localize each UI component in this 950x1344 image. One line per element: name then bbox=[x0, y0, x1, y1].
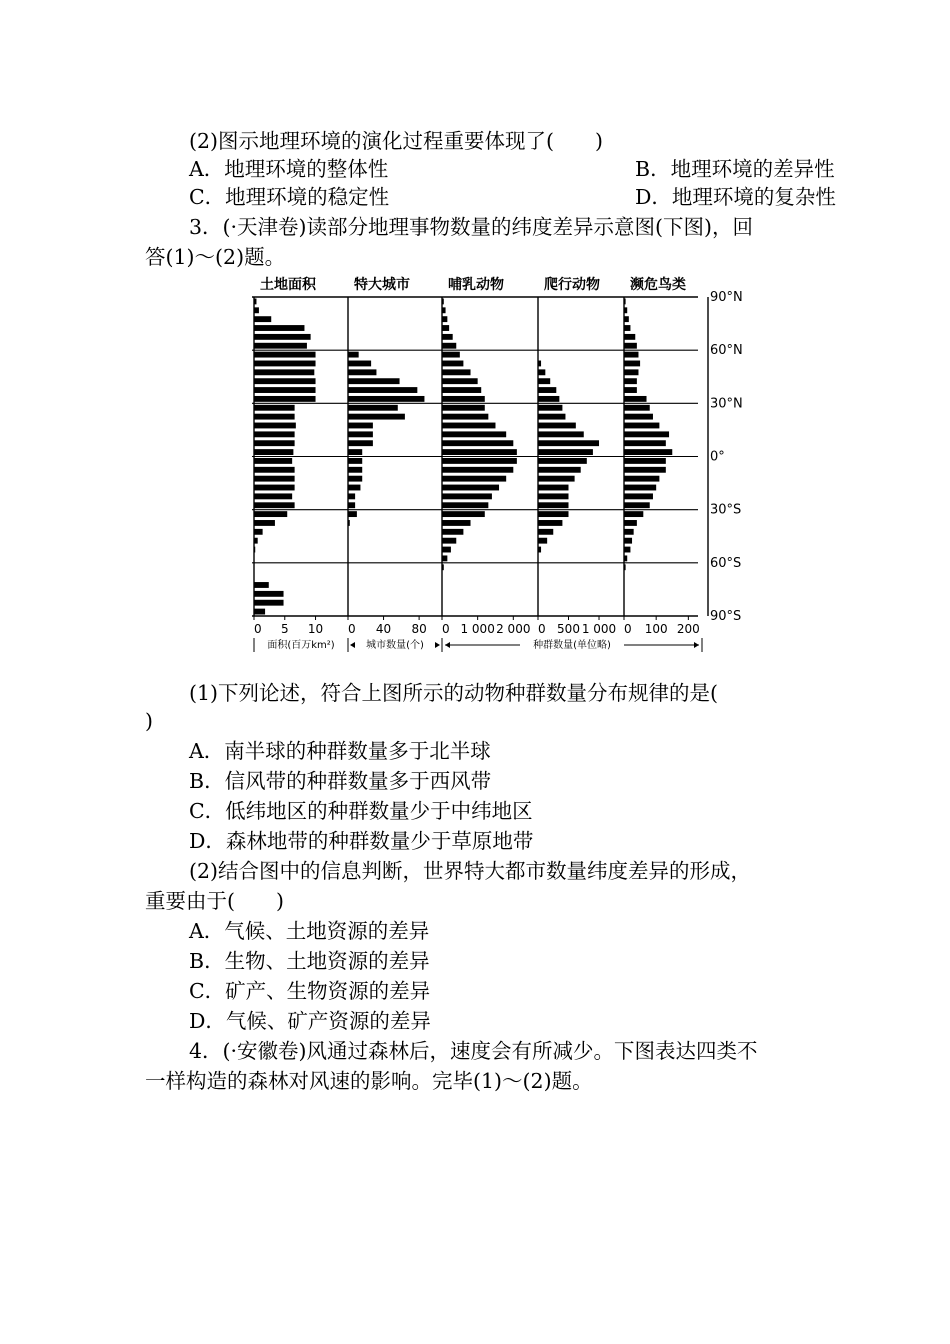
bar bbox=[254, 387, 316, 393]
latitude-labels bbox=[710, 290, 743, 624]
bar bbox=[254, 414, 295, 420]
bar bbox=[254, 307, 259, 313]
bar bbox=[442, 520, 471, 526]
tick-label: 100 bbox=[644, 622, 668, 636]
bar bbox=[442, 378, 478, 384]
bar bbox=[348, 361, 371, 367]
bar bbox=[442, 449, 517, 455]
bar bbox=[624, 325, 630, 331]
bar bbox=[254, 502, 295, 508]
bar bbox=[624, 449, 672, 455]
bar bbox=[442, 307, 446, 313]
bar bbox=[254, 511, 287, 517]
caption-area: 面积(百万km²) bbox=[267, 640, 335, 651]
bar bbox=[624, 361, 640, 367]
bar bbox=[624, 458, 666, 464]
bar bbox=[538, 538, 547, 544]
panel-title: 特大城市 bbox=[354, 277, 410, 293]
tick-label: 5 bbox=[280, 622, 289, 636]
bar bbox=[254, 378, 316, 384]
bar bbox=[442, 511, 485, 517]
bar bbox=[348, 485, 360, 491]
bar bbox=[442, 476, 506, 482]
bar bbox=[348, 405, 398, 411]
q4-intro-line-2: 一样构造的森林对风速的影响。完毕(1)～(2)题。 bbox=[145, 1069, 593, 1093]
bar bbox=[348, 458, 362, 464]
bar bbox=[538, 529, 553, 535]
bar bbox=[254, 299, 256, 305]
bar bbox=[348, 467, 362, 473]
bar bbox=[442, 414, 488, 420]
bar bbox=[254, 591, 284, 597]
q3-sub1-option-a: A．南半球的种群数量多于北半球 bbox=[189, 739, 491, 763]
bar bbox=[624, 529, 634, 535]
bar bbox=[538, 405, 562, 411]
q3-sub2-stem-line-1: (2)结合图中的信息判断，世界特大都市数量纬度差异的形成， bbox=[189, 859, 752, 883]
bar bbox=[538, 485, 569, 491]
bar bbox=[254, 467, 295, 473]
bar bbox=[254, 325, 304, 331]
axis-captions bbox=[254, 638, 702, 652]
bar bbox=[254, 609, 265, 615]
q3-sub1-option-b: B．信风带的种群数量多于西风带 bbox=[189, 769, 492, 793]
tick-label: 2 000 bbox=[496, 622, 531, 636]
q2-option-c: C．地理环境的稳定性 bbox=[189, 185, 390, 209]
latitude-label: 30°N bbox=[710, 396, 743, 412]
tick-label: 0 bbox=[254, 622, 262, 636]
bar bbox=[442, 325, 449, 331]
bar bbox=[624, 378, 637, 384]
bar bbox=[442, 431, 506, 437]
q2-option-a: A．地理环境的整体性 bbox=[189, 157, 389, 181]
q2-option-row-1 bbox=[189, 156, 835, 182]
bar bbox=[538, 414, 565, 420]
caption-cities: 城市数量(个) bbox=[366, 640, 424, 651]
bar bbox=[348, 449, 362, 455]
bar bbox=[254, 449, 293, 455]
bar bbox=[254, 369, 314, 375]
tick-label: 0 bbox=[538, 622, 546, 636]
panel-title: 土地面积 bbox=[260, 277, 316, 293]
bar bbox=[538, 520, 562, 526]
latitude-label: 90°S bbox=[710, 609, 742, 624]
bar bbox=[254, 458, 292, 464]
bar bbox=[442, 423, 495, 429]
bar bbox=[624, 440, 666, 446]
bar bbox=[442, 485, 499, 491]
bar bbox=[624, 476, 659, 482]
q3-sub2-option-d: D．气候、矿产资源的差异 bbox=[189, 1009, 431, 1033]
bar bbox=[538, 361, 541, 367]
bar bbox=[624, 547, 630, 553]
bar bbox=[442, 555, 447, 561]
latitude-distribution-chart bbox=[240, 272, 760, 664]
bar bbox=[442, 343, 456, 349]
bar bbox=[254, 538, 258, 544]
bar bbox=[442, 361, 463, 367]
bar bbox=[254, 361, 316, 367]
bar bbox=[348, 414, 405, 420]
bar bbox=[624, 369, 638, 375]
latitude-label: 0° bbox=[710, 449, 725, 465]
bar bbox=[442, 352, 460, 358]
bar bbox=[538, 547, 541, 553]
bar bbox=[624, 511, 643, 517]
latitude-label: 60°N bbox=[710, 343, 743, 359]
bar bbox=[442, 405, 485, 411]
q2-option-row-2 bbox=[189, 184, 836, 210]
bar bbox=[442, 502, 488, 508]
tick-label: 0 bbox=[442, 622, 450, 636]
bar bbox=[442, 334, 453, 340]
bar bbox=[624, 520, 637, 526]
bar bbox=[254, 334, 311, 340]
bar bbox=[538, 467, 581, 473]
bar bbox=[624, 299, 626, 305]
latitude-label: 30°S bbox=[710, 502, 742, 518]
q2-stem: (2)图示地理环境的演化过程重要体现了( ) bbox=[189, 129, 604, 153]
tick-label: 0 bbox=[624, 622, 632, 636]
bar bbox=[624, 467, 666, 473]
bar bbox=[538, 378, 550, 384]
q3-sub2-option-a: A．气候、土地资源的差异 bbox=[189, 919, 430, 943]
tick-label: 80 bbox=[411, 622, 427, 636]
q3-intro-line-1: 3．(·天津卷)读部分地理事物数量的纬度差异示意图(下图)，回 bbox=[189, 215, 754, 239]
panel-title: 哺乳动物 bbox=[448, 277, 504, 293]
bar bbox=[624, 555, 627, 561]
bar bbox=[348, 369, 376, 375]
bar bbox=[254, 405, 295, 411]
q3-sub1-stem-line-2: ) bbox=[145, 709, 153, 733]
tick-label: 10 bbox=[307, 622, 324, 636]
bar bbox=[254, 547, 255, 553]
caption-arrow bbox=[350, 642, 355, 648]
bar bbox=[442, 369, 471, 375]
bar bbox=[538, 493, 569, 499]
bar bbox=[348, 502, 355, 508]
bar bbox=[442, 396, 485, 402]
q2-option-b: B．地理环境的差异性 bbox=[635, 157, 835, 181]
bar bbox=[254, 440, 295, 446]
caption-species: 种群数量(单位略) bbox=[533, 640, 611, 651]
bar bbox=[254, 396, 316, 402]
bar bbox=[442, 564, 444, 570]
bar bbox=[254, 431, 295, 437]
bar bbox=[624, 485, 656, 491]
bar bbox=[254, 600, 284, 606]
bar bbox=[348, 378, 400, 384]
bar bbox=[348, 387, 417, 393]
bar bbox=[624, 307, 627, 313]
bar bbox=[624, 502, 650, 508]
bar bbox=[624, 431, 669, 437]
bar bbox=[538, 449, 593, 455]
bar bbox=[254, 316, 271, 322]
bar bbox=[348, 423, 373, 429]
bar bbox=[348, 511, 357, 517]
bar bbox=[254, 582, 269, 588]
caption-arrow bbox=[445, 642, 450, 648]
tick-label: 500 bbox=[557, 622, 580, 636]
bar bbox=[538, 458, 587, 464]
bar bbox=[538, 396, 559, 402]
bar bbox=[538, 369, 545, 375]
bar bbox=[348, 352, 359, 358]
bar bbox=[538, 511, 569, 517]
q3-sub1-option-d: D．森林地带的种群数量少于草原地带 bbox=[189, 829, 534, 853]
bar bbox=[538, 502, 569, 508]
caption-arrow bbox=[435, 642, 440, 648]
panel-title: 爬行动物 bbox=[544, 277, 600, 293]
bar bbox=[254, 423, 296, 429]
bar bbox=[348, 476, 362, 482]
panel-title: 濒危鸟类 bbox=[630, 277, 686, 293]
bar bbox=[442, 493, 492, 499]
bar bbox=[254, 476, 295, 482]
bar bbox=[538, 440, 599, 446]
bar bbox=[442, 547, 451, 553]
tick-label: 1 000 bbox=[460, 622, 495, 636]
bar bbox=[624, 396, 647, 402]
bar bbox=[624, 387, 637, 393]
bar bbox=[624, 334, 635, 340]
bar bbox=[442, 467, 513, 473]
bar bbox=[624, 405, 650, 411]
bar bbox=[538, 431, 584, 437]
q2-option-d: D．地理环境的复杂性 bbox=[635, 185, 836, 209]
bar bbox=[624, 423, 659, 429]
bar bbox=[624, 493, 653, 499]
bar bbox=[624, 414, 653, 420]
bar bbox=[442, 538, 456, 544]
bar bbox=[348, 493, 355, 499]
tick-label: 1 000 bbox=[581, 622, 617, 636]
bar bbox=[624, 564, 626, 570]
q3-sub2-option-b: B．生物、土地资源的差异 bbox=[189, 949, 430, 973]
bar bbox=[348, 520, 350, 526]
bar bbox=[624, 352, 638, 358]
bar bbox=[624, 316, 629, 322]
bar bbox=[254, 493, 292, 499]
bar bbox=[348, 396, 424, 402]
tick-label: 0 bbox=[348, 622, 356, 636]
bar bbox=[538, 476, 575, 482]
q4-intro-line-1: 4．(·安徽卷)风通过森林后，速度会有所减少。下图表达四类不 bbox=[189, 1039, 758, 1063]
q3-sub2-option-c: C．矿产、生物资源的差异 bbox=[189, 979, 431, 1003]
latitude-label: 90°N bbox=[710, 290, 743, 305]
bar bbox=[442, 440, 513, 446]
tick-label: 200 bbox=[676, 622, 700, 636]
bar bbox=[442, 529, 463, 535]
q3-sub1-stem-line-1: (1)下列论述，符合上图所示的动物种群数量分布规律的是( bbox=[189, 681, 719, 705]
bar bbox=[442, 316, 447, 322]
caption-arrow bbox=[694, 642, 699, 648]
tick-label: 40 bbox=[375, 622, 392, 636]
bar bbox=[254, 529, 263, 535]
bar bbox=[348, 431, 373, 437]
bar bbox=[254, 520, 275, 526]
bar bbox=[442, 458, 517, 464]
bar bbox=[442, 387, 481, 393]
q3-sub2-stem-line-2: 重要由于( ) bbox=[145, 889, 284, 913]
bar bbox=[254, 485, 295, 491]
bar bbox=[538, 423, 576, 429]
latitude-label: 60°S bbox=[710, 555, 742, 571]
bar bbox=[254, 343, 307, 349]
bar bbox=[624, 538, 632, 544]
bar bbox=[254, 352, 316, 358]
q3-intro-line-2: 答(1)～(2)题。 bbox=[145, 245, 286, 269]
bar bbox=[348, 440, 373, 446]
q3-sub1-option-c: C．低纬地区的种群数量少于中纬地区 bbox=[189, 799, 533, 823]
bar bbox=[442, 299, 444, 305]
bar bbox=[538, 387, 556, 393]
bar bbox=[624, 343, 637, 349]
